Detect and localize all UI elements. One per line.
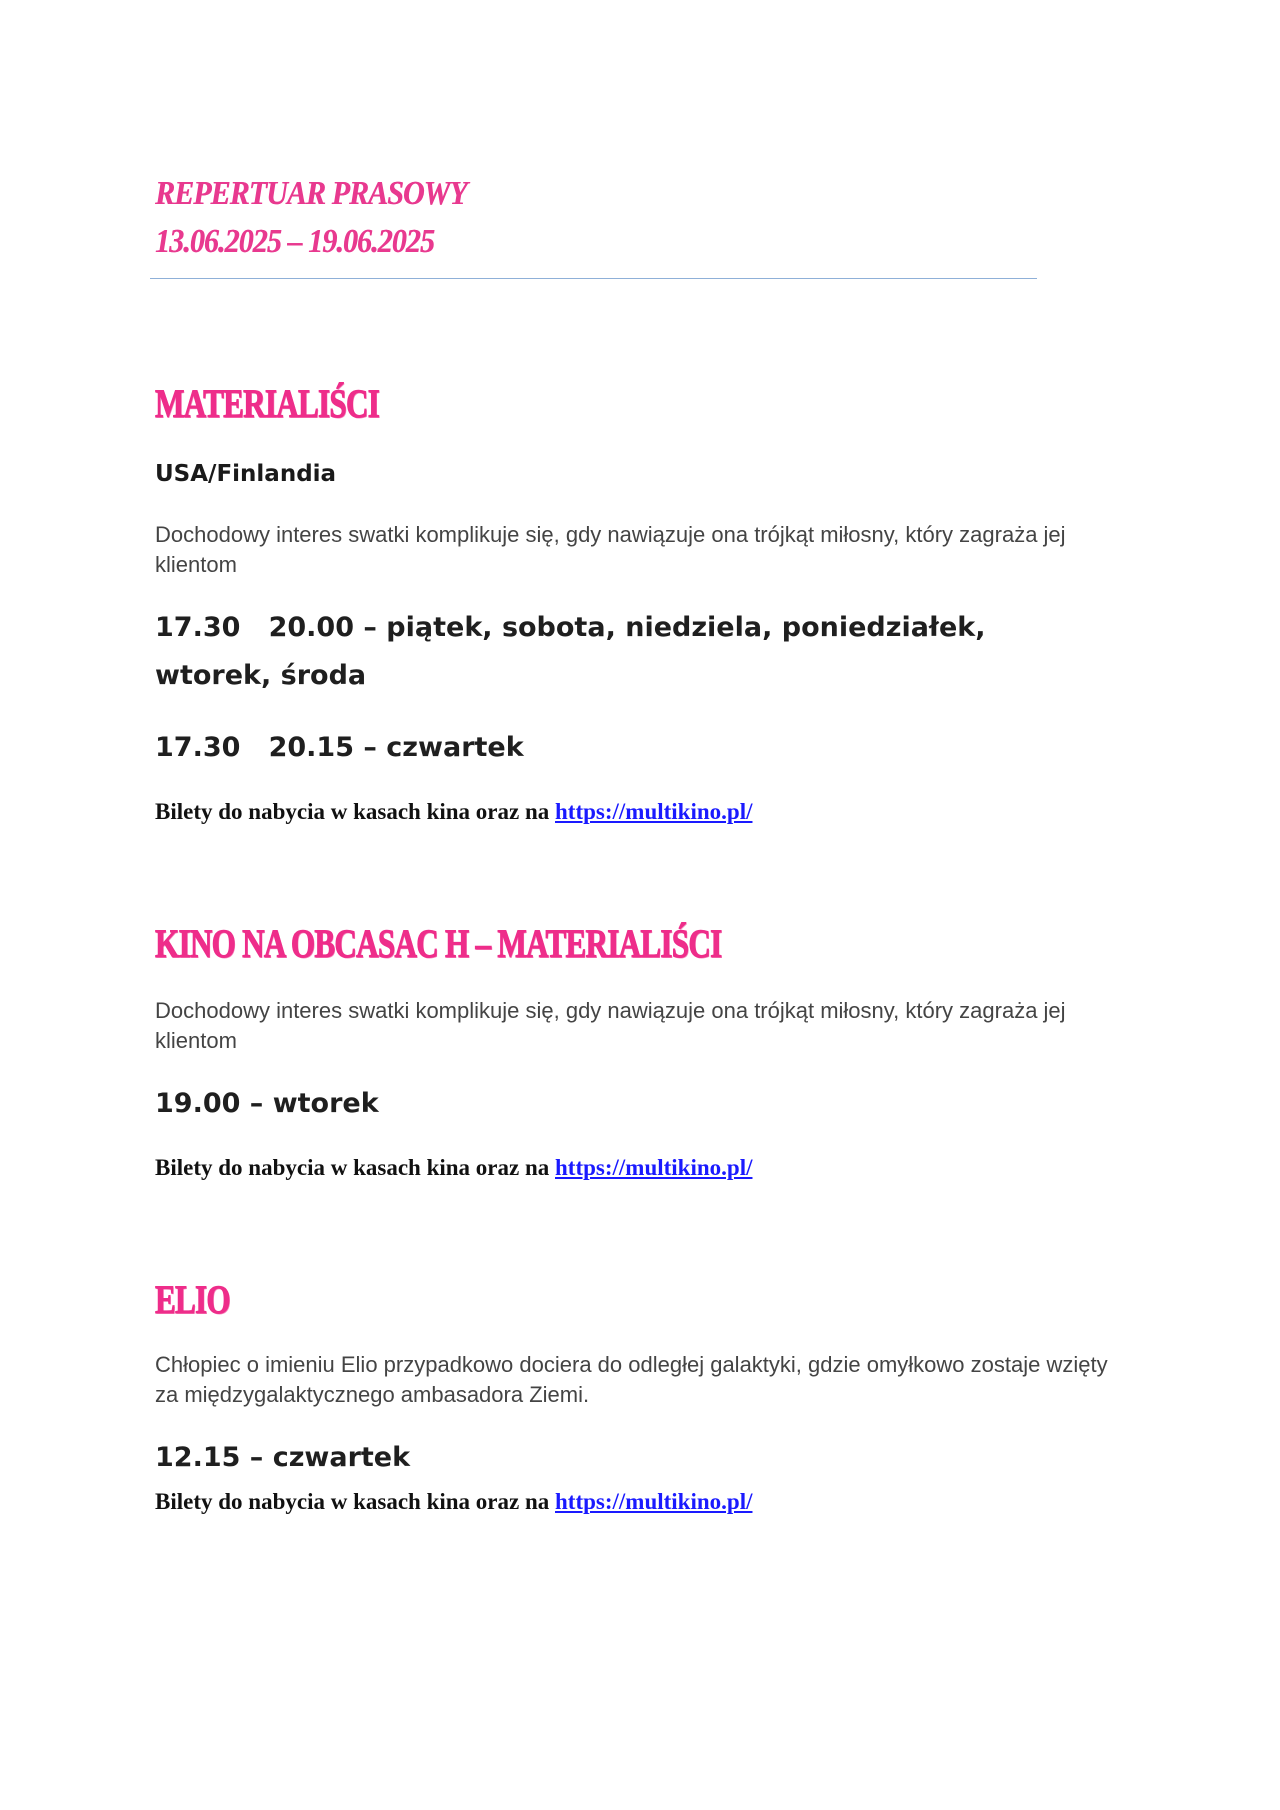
description-text: Chłopiec o imieniu Elio przypadkowo dociera do odległej galaktyki, gdzie omyłkowo zostaje wzięty za międzygalaktycznego ambasadora Ziemi. — [155, 1352, 1108, 1407]
film-description — [155, 996, 1115, 1056]
tickets-text: Bilety do nabycia w kasach kina oraz na — [155, 1489, 550, 1514]
tickets-info — [155, 1486, 1115, 1518]
film-title: MATERIALIŚCI — [155, 381, 380, 426]
film-title: KINO NA OBCASAC H – MATERIALIŚCI — [155, 921, 722, 966]
document-header — [155, 170, 509, 266]
film-description — [155, 520, 1115, 580]
tickets-line — [155, 1486, 1115, 1518]
film-section-materialisci — [155, 380, 1115, 428]
date-range: 13.06.2025 – 19.06.2025 — [155, 223, 434, 260]
description-text: Dochodowy interes swatki komplikuje się, gdy nawiązuje ona trójkąt miłosny, który zagraża jej klientom — [155, 998, 1066, 1053]
description-text: Dochodowy interes swatki komplikuje się, gdy nawiązuje ona trójkąt miłosny, który zagraża jej klientom — [155, 522, 1066, 577]
film-section-elio — [155, 1276, 1115, 1324]
showtime-block — [155, 1080, 1115, 1128]
tickets-link[interactable]: https://multikino.pl/ — [555, 1155, 753, 1180]
showtime-line: 17.30 20.15 – czwartek — [155, 732, 524, 763]
country-label: USA/Finlandia — [155, 461, 337, 487]
film-description — [155, 1350, 1115, 1410]
film-title: ELIO — [155, 1277, 230, 1322]
tickets-info — [155, 796, 1115, 828]
tickets-line — [155, 1152, 1115, 1184]
tickets-info — [155, 1152, 1115, 1184]
document-title: REPERTUAR PRASOWY — [155, 175, 467, 212]
showtime-block — [155, 604, 1095, 700]
film-section-kino-na-obcasach — [155, 920, 1115, 968]
showtime-line: 17.30 20.00 – piątek, sobota, niedziela, poniedziałek, wtorek, środa — [155, 612, 995, 691]
tickets-link[interactable]: https://multikino.pl/ — [555, 799, 753, 824]
showtime-line: 19.00 – wtorek — [155, 1088, 379, 1119]
tickets-text: Bilety do nabycia w kasach kina oraz na — [155, 799, 550, 824]
showtime-block — [155, 1434, 1115, 1482]
film-country — [155, 458, 1115, 490]
tickets-text: Bilety do nabycia w kasach kina oraz na — [155, 1155, 550, 1180]
header-divider — [150, 278, 1037, 279]
tickets-line — [155, 796, 1115, 828]
showtime-line: 12.15 – czwartek — [155, 1442, 411, 1473]
showtime-block — [155, 724, 1115, 772]
tickets-link[interactable]: https://multikino.pl/ — [555, 1489, 753, 1514]
